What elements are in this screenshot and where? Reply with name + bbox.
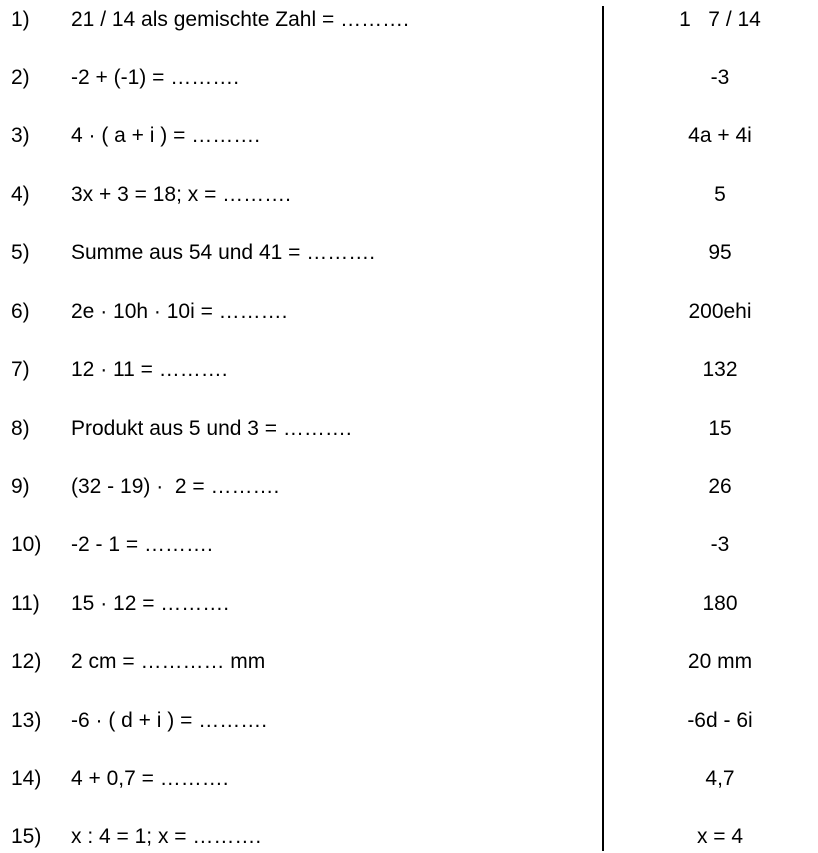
- exercise-task: 4 + 0,7 = ……….: [71, 767, 229, 790]
- exercise-number: 14): [11, 767, 42, 790]
- exercise-task: 21 / 14 als gemischte Zahl = ……….: [71, 8, 409, 31]
- exercise-number: 1): [11, 8, 30, 31]
- exercise-number: 12): [11, 650, 42, 673]
- exercise-row-11: [0, 588, 818, 620]
- exercise-row-6: [0, 296, 818, 328]
- exercise-number: 3): [11, 124, 30, 147]
- exercise-task: 15 · 12 = ……….: [71, 592, 230, 615]
- exercise-answer: 20 mm: [687, 650, 753, 673]
- exercise-answer: 4,7: [705, 767, 735, 790]
- exercise-answer: -3: [710, 66, 730, 89]
- exercise-answer: 4a + 4i: [688, 124, 752, 147]
- exercise-answer: 95: [708, 241, 732, 264]
- exercise-row-9: [0, 471, 818, 503]
- exercise-task: 12 · 11 = ……….: [71, 358, 228, 381]
- exercise-task: 3x + 3 = 18; x = ……….: [71, 183, 292, 206]
- exercise-task: 4 · ( a + i ) = ……….: [71, 124, 261, 147]
- exercise-answer: -3: [710, 533, 730, 556]
- exercise-row-5: [0, 237, 818, 269]
- exercise-number: 11): [11, 592, 40, 615]
- exercise-row-15: [0, 821, 818, 853]
- exercise-number: 5): [11, 241, 30, 264]
- exercise-row-2: [0, 62, 818, 94]
- exercise-row-13: [0, 705, 818, 737]
- exercise-row-14: [0, 763, 818, 795]
- exercise-answer: 15: [708, 417, 732, 440]
- exercise-task: 2e · 10h · 10i = ……….: [71, 300, 288, 323]
- exercise-answer: -6d - 6i: [687, 709, 753, 732]
- exercise-task: (32 - 19) · 2 = ……….: [71, 475, 280, 498]
- exercise-number: 7): [11, 358, 30, 381]
- exercise-answer: 1 7 / 14: [679, 8, 761, 31]
- exercise-task: -6 · ( d + i ) = ……….: [71, 709, 268, 732]
- exercise-number: 6): [11, 300, 30, 323]
- exercise-number: 15): [11, 825, 42, 848]
- exercise-number: 2): [11, 66, 30, 89]
- exercise-row-4: [0, 179, 818, 211]
- exercise-answer: 5: [714, 183, 726, 206]
- exercise-answer: 180: [702, 592, 738, 615]
- exercise-row-12: [0, 646, 818, 678]
- exercise-task: Summe aus 54 und 41 = ……….: [71, 241, 376, 264]
- exercise-row-3: [0, 120, 818, 152]
- exercise-row-7: [0, 354, 818, 386]
- exercise-task: x : 4 = 1; x = ……….: [71, 825, 262, 848]
- exercise-answer: 26: [708, 475, 732, 498]
- exercise-number: 4): [11, 183, 30, 206]
- exercise-row-8: [0, 413, 818, 445]
- exercise-task: Produkt aus 5 und 3 = ……….: [71, 417, 352, 440]
- exercise-number: 8): [11, 417, 30, 440]
- exercise-number: 13): [11, 709, 42, 732]
- exercise-number: 10): [11, 533, 42, 556]
- exercise-row-1: [0, 4, 818, 36]
- exercise-number: 9): [11, 475, 30, 498]
- exercise-answer: 200ehi: [688, 300, 752, 323]
- exercise-answer: x = 4: [696, 825, 744, 848]
- exercise-answer: 132: [702, 358, 738, 381]
- exercise-task: -2 - 1 = ……….: [71, 533, 213, 556]
- exercise-task: -2 + (-1) = ……….: [71, 66, 240, 89]
- exercise-row-10: [0, 529, 818, 561]
- exercise-task: 2 cm = ………… mm: [71, 650, 266, 673]
